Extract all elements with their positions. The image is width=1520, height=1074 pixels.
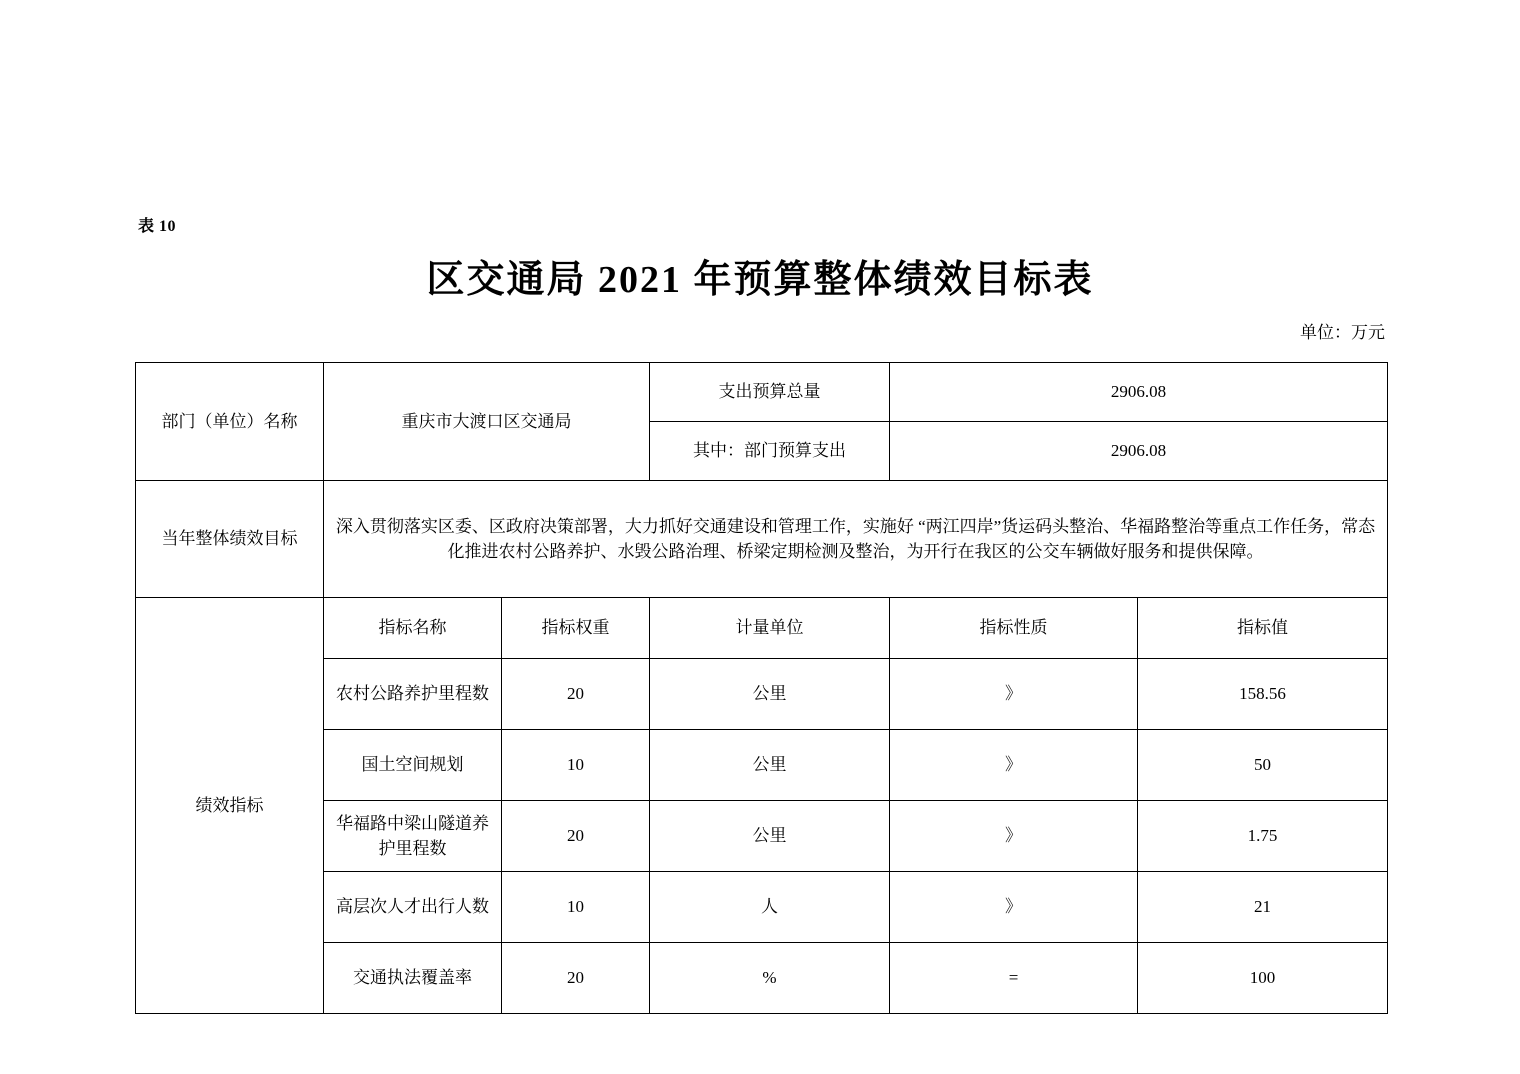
budget-total-label: 支出预算总量	[650, 363, 890, 422]
indicator-name: 华福路中梁山隧道养护里程数	[324, 801, 502, 872]
indicator-unit: 人	[650, 872, 890, 943]
column-header-indicator-value: 指标值	[1138, 598, 1388, 659]
indicator-nature: 》	[890, 872, 1138, 943]
table-row	[136, 730, 1388, 801]
indicator-name: 交通执法覆盖率	[324, 943, 502, 1014]
column-header-indicator-nature: 指标性质	[890, 598, 1138, 659]
annual-goal-text: 深入贯彻落实区委、区政府决策部署，大力抓好交通建设和管理工作，实施好 “两江四岸”货运码头整治、华福路整治等重点工作任务，常态化推进农村公路养护、水毁公路治理、桥梁定期检测及整治，为开行在我区的公交车辆做好服务和提供保障。	[324, 481, 1388, 598]
indicator-unit: %	[650, 943, 890, 1014]
indicator-nature: 》	[890, 730, 1138, 801]
budget-dept-expense-label: 其中：部门预算支出	[650, 422, 890, 481]
table-row	[136, 872, 1388, 943]
indicator-nature: =	[890, 943, 1138, 1014]
indicator-value: 158.56	[1138, 659, 1388, 730]
indicator-nature: 》	[890, 801, 1138, 872]
indicator-name: 国土空间规划	[324, 730, 502, 801]
annual-goal-label: 当年整体绩效目标	[136, 481, 324, 598]
indicator-weight: 20	[502, 943, 650, 1014]
indicator-value: 21	[1138, 872, 1388, 943]
table-row	[136, 659, 1388, 730]
indicator-unit: 公里	[650, 801, 890, 872]
indicator-name: 高层次人才出行人数	[324, 872, 502, 943]
column-header-indicator-weight: 指标权重	[502, 598, 650, 659]
indicator-value: 1.75	[1138, 801, 1388, 872]
indicator-name: 农村公路养护里程数	[324, 659, 502, 730]
column-header-indicator-unit: 计量单位	[650, 598, 890, 659]
department-name-value: 重庆市大渡口区交通局	[324, 363, 650, 481]
unit-note: 单位：万元	[1300, 323, 1385, 342]
indicator-unit: 公里	[650, 659, 890, 730]
table-row	[136, 801, 1388, 872]
page-title: 区交通局 2021 年预算整体绩效目标表	[426, 259, 1094, 301]
indicator-value: 100	[1138, 943, 1388, 1014]
budget-total-value: 2906.08	[890, 363, 1388, 422]
indicator-weight: 20	[502, 801, 650, 872]
indicator-weight: 20	[502, 659, 650, 730]
indicator-weight: 10	[502, 730, 650, 801]
indicator-nature: 》	[890, 659, 1138, 730]
table-row	[136, 943, 1388, 1014]
indicator-weight: 10	[502, 872, 650, 943]
department-name-label: 部门（单位）名称	[136, 363, 324, 481]
table-label: 表 10	[138, 218, 177, 235]
performance-label: 绩效指标	[136, 598, 324, 1014]
column-header-indicator-name: 指标名称	[324, 598, 502, 659]
indicator-unit: 公里	[650, 730, 890, 801]
budget-performance-table	[135, 362, 1388, 1014]
budget-dept-expense-value: 2906.08	[890, 422, 1388, 481]
indicator-value: 50	[1138, 730, 1388, 801]
